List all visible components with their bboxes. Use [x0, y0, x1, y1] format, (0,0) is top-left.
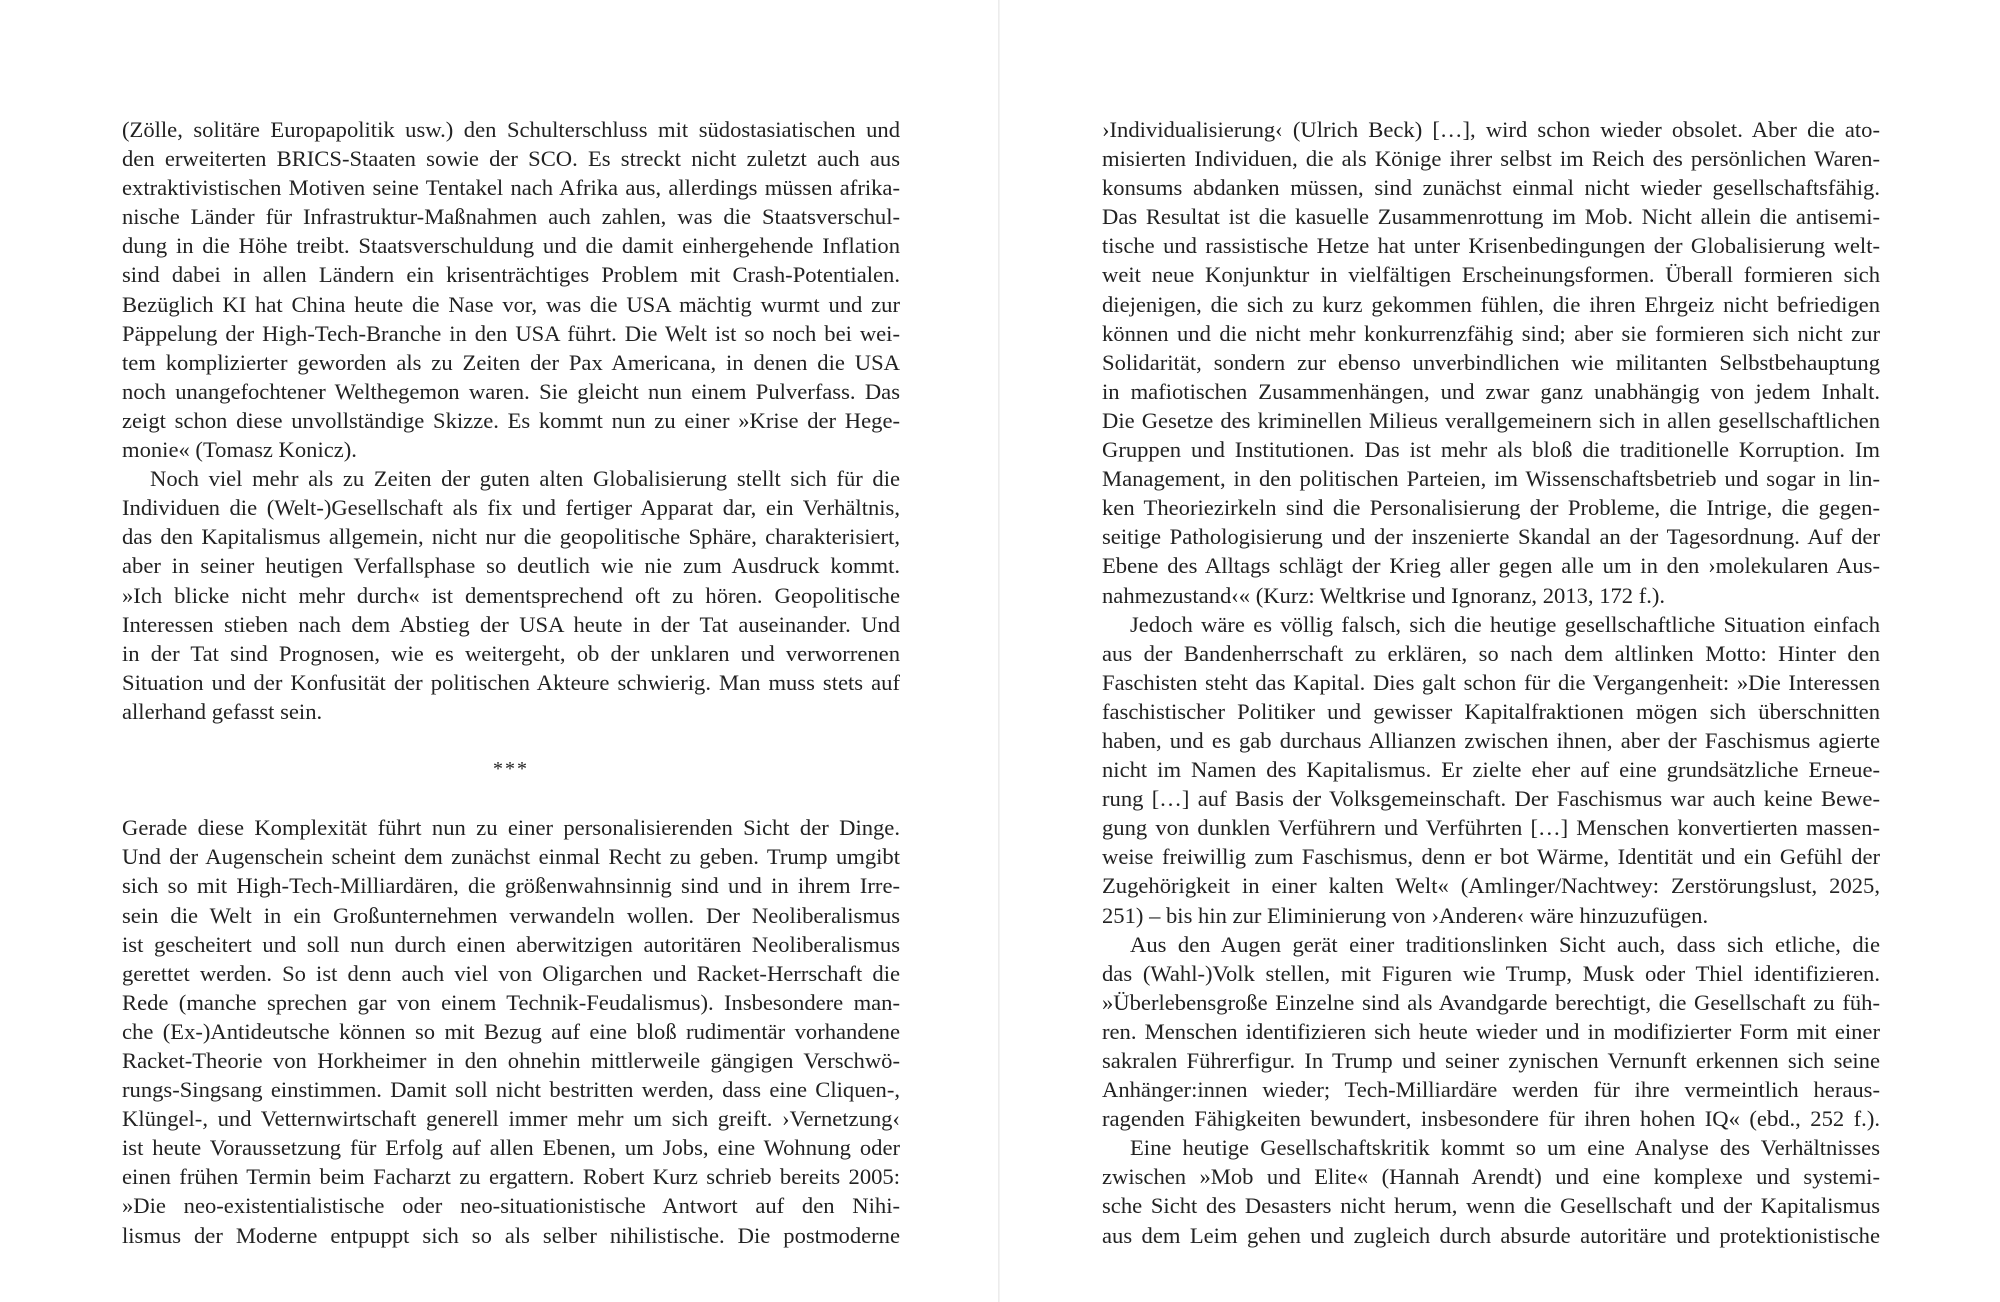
text-line: sche Sicht des Desasters nicht herum, wenn die Gesellschaft und der Kapitalismus [1102, 1193, 1880, 1219]
text-line: 251) – bis hin zur Eliminierung von ›Anderen‹ wäre hinzuzufügen. [1102, 902, 1709, 928]
text-line: das (Wahl-)Volk stellen, mit Figuren wie Trump, Musk oder Thiel identifizieren. [1102, 960, 1880, 986]
text-line: nische Länder für Infrastruktur-Maßnahmen auch zahlen, was die Staatsverschul- [122, 204, 900, 230]
text-line: haben, und es gab durchaus Allianzen zwischen ihnen, aber der Faschismus agierte [1102, 727, 1880, 753]
right-page-text [1102, 115, 1880, 1250]
text-line: den erweiterten BRICS-Staaten sowie der SCO. Es streckt nicht zuletzt auch aus [122, 146, 900, 172]
text-line: rungs-Singsang einstimmen. Damit soll nicht bestritten werden, dass eine Cliquen-, [122, 1077, 900, 1103]
text-line: »Die neo-existentialistische oder neo-situationistische Antwort auf den Nihi- [122, 1193, 900, 1219]
text-line: sein die Welt in ein Großunternehmen verwandeln wollen. Der Neoliberalismus [122, 902, 900, 928]
text-line: ›Individualisierung‹ (Ulrich Beck) […], wird schon wieder obsolet. Aber die ato- [1102, 117, 1880, 142]
text-line: diejenigen, die sich zu kurz gekommen fühlen, die ihren Ehrgeiz nicht befriedigen [1102, 291, 1880, 317]
text-line: »Überlebensgroße Einzelne sind als Avandgarde berechtigt, die Gesellschaft zu füh- [1102, 989, 1880, 1015]
text-line: Die Gesetze des kriminellen Milieus verallgemeinern sich in allen gesellschaftlichen [1102, 407, 1880, 433]
text-line: können und die nicht mehr konkurrenzfähig sind; aber sie formieren sich nicht zur [1102, 320, 1880, 346]
text-line: gung von dunklen Verführern und Verführten […] Menschen konvertierten massen- [1102, 815, 1880, 841]
text-line: sind dabei in allen Ländern ein krisenträchtiges Problem mit Crash-Potentialen. [122, 262, 900, 288]
text-line: ragenden Fähigkeiten bewundert, insbesondere für ihren hohen IQ« (ebd., 252 f.). [1102, 1106, 1880, 1132]
text-line: Racket-Theorie von Horkheimer in den ohnehin mittlerweile gängigen Verschwö- [122, 1048, 900, 1073]
text-line: Rede (manche sprechen gar von einem Technik-Feudalismus). Insbesondere man- [122, 989, 900, 1015]
text-line: ist heute Voraussetzung für Erfolg auf allen Ebenen, um Jobs, eine Wohnung oder [122, 1135, 900, 1161]
text-line: Päppelung der High-Tech-Branche in den USA führt. Die Welt ist so noch bei wei- [122, 320, 900, 346]
text-line: ken Theoriezirkeln sind die Personalisierung der Probleme, die Intrige, die gegen- [1102, 495, 1880, 521]
text-line: Management, in den politischen Parteien, im Wissenschaftsbetrieb und sogar in lin- [1102, 466, 1880, 492]
text-line: nahmezustand‹« (Kurz: Weltkrise und Ignoranz, 2013, 172 f.). [1102, 582, 1666, 608]
text-line: noch unangefochtener Welthegemon waren. Sie gleicht nun einem Pulverfass. Das [122, 378, 900, 404]
text-line: Individuen die (Welt-)Gesellschaft als fix und fertiger Apparat dar, ein Verhältnis, [122, 495, 900, 521]
text-line: Anhänger:innen wieder; Tech-Milliardäre werden für ihre vermeintlich heraus- [1102, 1077, 1880, 1103]
section-separator: *** [493, 758, 529, 781]
text-line: monie« (Tomasz Konicz). [122, 437, 357, 463]
text-line: che (Ex-)Antideutsche können so mit Bezug auf eine bloß rudimentär vorhandene [122, 1018, 900, 1044]
text-line: Gruppen und Institutionen. Das ist mehr als bloß die traditionelle Korruption. Im [1102, 437, 1880, 463]
text-line: aus dem Leim gehen und zugleich durch absurde autoritäre und protektionistische [1102, 1222, 1880, 1248]
text-line: nicht im Namen des Kapitalismus. Er zielte eher auf eine grundsätzliche Erneue- [1102, 757, 1880, 783]
text-line: Und der Augenschein scheint dem zunächst einmal Recht zu geben. Trump umgibt [122, 844, 900, 870]
text-line: aus der Bandenherrschaft zu erklären, so nach dem altlinken Motto: Hinter den [1102, 640, 1880, 666]
text-line: extraktivistischen Motiven seine Tentakel nach Afrika aus, allerdings müssen afrika- [122, 175, 900, 201]
text-line: Ebene des Alltags schlägt der Krieg aller gegen alle um in den ›molekularen Aus- [1102, 553, 1880, 579]
text-line: konsums abdanken müssen, sind zunächst einmal nicht wieder gesellschaftsfähig. [1102, 175, 1880, 201]
text-line: allerhand gefasst sein. [122, 698, 323, 724]
text-line: zwischen »Mob und Elite« (Hannah Arendt) und eine komplexe und systemi- [1102, 1164, 1880, 1190]
text-line: Solidarität, sondern zur ebenso unverbindlichen wie militanten Selbstbehauptung [1102, 349, 1880, 375]
text-line: ist gescheitert und soll nun durch einen aberwitzigen autoritären Neoliberalismus [122, 931, 900, 957]
text-line: Aus den Augen gerät einer traditionslinken Sicht auch, dass sich etliche, die [1130, 931, 1880, 957]
section-gap [122, 784, 900, 813]
text-line: Bezüglich KI hat China heute die Nase vor, was die USA mächtig wurmt und zur [122, 291, 900, 317]
section-gap [122, 726, 900, 755]
text-line: zeigt schon diese unvollständige Skizze. Es kommt nun zu einer »Krise der Hege- [122, 407, 900, 433]
text-line: Noch viel mehr als zu Zeiten der guten alten Globalisierung stellt sich für die [150, 466, 900, 492]
text-line: »Ich blicke nicht mehr durch« ist dementsprechend oft zu hören. Geopolitische [122, 582, 900, 608]
text-line: Situation und der Konfusität der politischen Akteure schwierig. Man muss stets auf [122, 669, 900, 695]
text-line: das den Kapitalismus allgemein, nicht nur die geopolitische Sphäre, charakterisiert, [122, 524, 900, 550]
text-line: Klüngel-, und Vetternwirtschaft generell immer mehr um sich greift. ›Vernetzung‹ [122, 1106, 900, 1132]
text-line: Jedoch wäre es völlig falsch, sich die heutige gesellschaftliche Situation einfach [1130, 611, 1880, 637]
text-line: weise freiwillig zum Faschismus, denn er bot Wärme, Identität und ein Gefühl der [1102, 844, 1880, 870]
right-page [1000, 0, 2000, 1302]
text-line: Zugehörigkeit in einer kalten Welt« (Amlinger/Nachtwey: Zerstörungslust, 2025, [1102, 873, 1880, 899]
left-page [0, 0, 998, 1302]
text-line: sakralen Führerfigur. In Trump und seiner zynischen Vernunft erkennen sich seine [1102, 1048, 1880, 1073]
text-line: Gerade diese Komplexität führt nun zu einer personalisierenden Sicht der Dinge. [122, 815, 900, 841]
text-line: in mafiotischen Zusammenhängen, und zwar ganz unabhängig von jedem Inhalt. [1102, 378, 1880, 404]
left-page-text [122, 115, 900, 1250]
text-line: in der Tat sind Prognosen, wie es weitergeht, ob der unklaren und verworrenen [122, 640, 900, 666]
text-line: (Zölle, solitäre Europapolitik usw.) den Schulterschluss mit südostasiatischen und [122, 117, 900, 142]
text-line: ren. Menschen identifizieren sich heute wieder und in modifizierter Form mit einer [1102, 1018, 1880, 1044]
text-line: tische und rassistische Hetze hat unter Krisenbedingungen der Globalisierung welt- [1102, 233, 1880, 259]
text-line: tem komplizierter geworden als zu Zeiten der Pax Americana, in denen die USA [122, 349, 900, 375]
text-line: Eine heutige Gesellschaftskritik kommt so um eine Analyse des Verhältnisses [1130, 1135, 1880, 1161]
text-line: einen frühen Termin beim Facharzt zu ergattern. Robert Kurz schrieb bereits 2005: [122, 1164, 900, 1190]
text-line: Faschisten steht das Kapital. Dies galt schon für die Vergangenheit: »Die Interessen [1102, 669, 1880, 695]
text-line: aber in seiner heutigen Verfallsphase so deutlich wie nie zum Ausdruck kommt. [122, 553, 900, 579]
text-line: rung […] auf Basis der Volksgemeinschaft. Der Faschismus war auch keine Bewe- [1102, 786, 1880, 812]
text-line: lismus der Moderne entpuppt sich so als selber nihilistische. Die postmoderne [122, 1222, 900, 1248]
text-line: seitige Pathologisierung und der inszenierte Skandal an der Tagesordnung. Auf der [1102, 524, 1880, 550]
text-line: Interessen stieben nach dem Abstieg der USA heute in der Tat auseinander. Und [122, 611, 900, 637]
text-line: gerettet werden. So ist denn auch viel von Oligarchen und Racket-Herrschaft die [122, 960, 900, 986]
text-line: misierten Individuen, die als Könige ihrer selbst im Reich des persönlichen Waren- [1102, 146, 1880, 172]
text-line: sich so mit High-Tech-Milliardären, die größenwahnsinnig sind und in ihrem Irre- [122, 873, 900, 899]
text-line: faschistischer Politiker und gewisser Kapitalfraktionen mögen sich überschnitten [1102, 698, 1880, 724]
text-line: weit neue Konjunktur in vielfältigen Erscheinungsformen. Überall formieren sich [1102, 262, 1880, 288]
text-line: Das Resultat ist die kasuelle Zusammenrottung im Mob. Nicht allein die antisemi- [1102, 204, 1880, 230]
text-line: dung in die Höhe treibt. Staatsverschuldung und die damit einhergehende Inflation [122, 233, 900, 259]
